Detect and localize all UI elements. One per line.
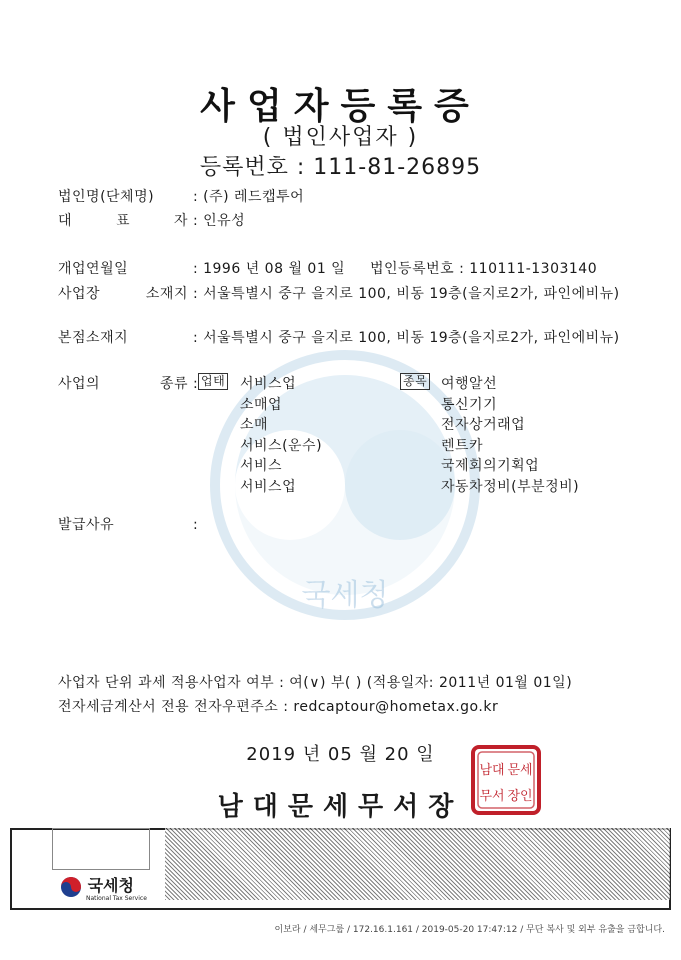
- nts-logo-icon: [60, 876, 82, 898]
- corp-reg-label: 법인등록번호: [370, 261, 455, 277]
- corp-name-value: : (주) 레드캡투어: [192, 189, 305, 205]
- item-entry: 통신기기: [441, 396, 498, 413]
- hq-address-label: 본점소재지: [58, 330, 129, 346]
- corp-name-label: 법인명(단체명): [58, 189, 155, 205]
- representative-row: [58, 210, 245, 230]
- issue-date: 2019 년 05 월 20 일: [246, 744, 435, 765]
- category-tag-wrap: [198, 373, 228, 390]
- seal-char: 남대: [479, 763, 505, 778]
- open-date-value: : 1996 년 08 월 01 일: [192, 261, 346, 277]
- category-item: 서비스(운수): [240, 437, 323, 454]
- bottom-frame-left: [10, 828, 12, 910]
- security-barcode: [165, 828, 670, 900]
- representative-label: 대 표 자: [58, 213, 188, 229]
- document-subtitle: ( 법인사업자 ): [262, 125, 419, 150]
- seal-char: 장인: [507, 789, 533, 804]
- item-entry: 렌트카: [441, 437, 484, 454]
- item-tag-wrap: [400, 373, 430, 390]
- category-item: 소매: [240, 417, 269, 433]
- corp-reg-value: : 110111-1303140: [459, 261, 598, 277]
- footer-stamp: 이보라 / 세무그룹 / 172.16.1.161 / 2019-05-20 17:47:12 / 무단 복사 및 외부 유출을 금합니다.: [274, 925, 665, 935]
- official-seal-icon: [470, 744, 542, 816]
- biz-type-label: 사업의 종류: [58, 376, 188, 392]
- biz-address-row: [58, 283, 620, 303]
- email-label: 전자세금계산서 전용 전자우편주소: [58, 699, 279, 715]
- item-entry: 자동차정비(부분정비): [441, 478, 580, 495]
- registration-number: 등록번호 : 111-81-26895: [199, 155, 482, 180]
- item-list: [441, 374, 579, 497]
- hq-address-value: : 서울특별시 중구 을지로 100, 비동 19층(을지로2가, 파인에비뉴): [192, 330, 620, 346]
- bottom-frame-bottom: [10, 908, 671, 910]
- item-entry: 여행알선: [441, 376, 498, 392]
- tax-office-name: 남대문세무서장: [217, 792, 464, 822]
- category-tag: 업태: [198, 373, 228, 390]
- biz-address-label: 사업장 소재지: [58, 286, 188, 302]
- issue-reason-label: 발급사유: [58, 517, 115, 533]
- item-entry: 국제회의기획업: [441, 458, 540, 474]
- corp-reg-row: [370, 258, 597, 278]
- nts-logo-subtext: National Tax Service: [86, 894, 147, 902]
- seal-char: 문세: [507, 763, 533, 778]
- category-item: 서비스업: [240, 478, 297, 495]
- category-item: 서비스: [240, 458, 283, 474]
- document-title: 사업자등록증: [200, 86, 481, 127]
- item-tag: 종목: [400, 373, 430, 390]
- category-item: 서비스업: [240, 376, 297, 392]
- nts-logo: [60, 873, 147, 902]
- blank-box: [52, 828, 150, 870]
- seal-char: 무서: [479, 789, 505, 804]
- nts-logo-text: 국세청: [87, 876, 134, 895]
- biz-address-value: : 서울특별시 중구 을지로 100, 비동 19층(을지로2가, 파인에비뉴): [192, 286, 620, 302]
- open-date-row: [58, 258, 345, 278]
- hq-address-row: [58, 327, 620, 347]
- email-row: [58, 696, 498, 716]
- item-entry: 전자상거래업: [441, 417, 526, 433]
- biz-type-colon: :: [192, 376, 199, 392]
- representative-value: : 인유성: [192, 213, 246, 229]
- watermark-text: 국세청: [301, 578, 389, 613]
- issue-reason-row: [58, 514, 198, 534]
- category-item: 소매업: [240, 396, 283, 413]
- category-list: [240, 374, 322, 497]
- email-value: : redcaptour@hometax.go.kr: [283, 699, 499, 715]
- biz-type-row: [58, 373, 198, 393]
- corp-name-row: [58, 186, 304, 206]
- open-date-label: 개업연월일: [58, 261, 129, 277]
- issue-reason-value: :: [192, 517, 199, 533]
- unit-tax-line: 사업자 단위 과세 적용사업자 여부 : 여(∨) 부( ) (적용일자: 2011년 01월 01일): [58, 675, 573, 691]
